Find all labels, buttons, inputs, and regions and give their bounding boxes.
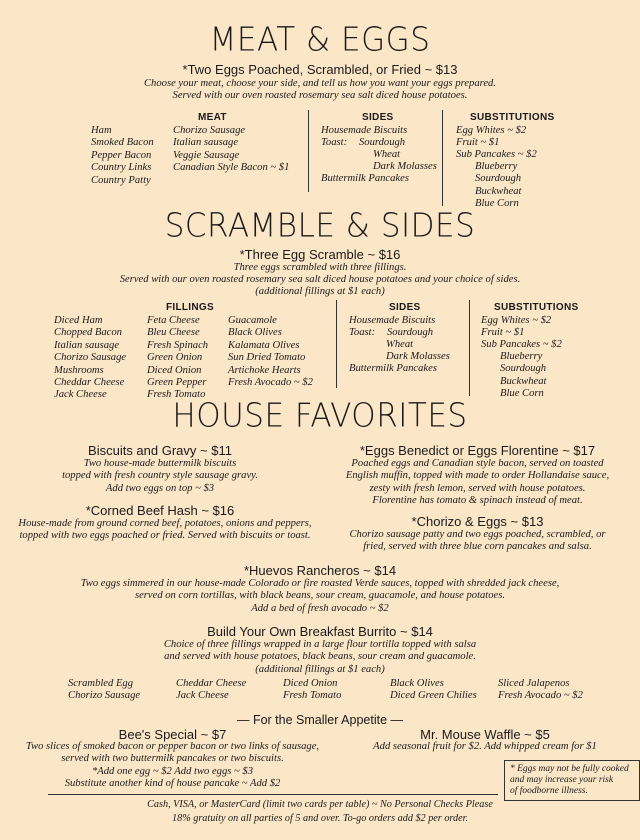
filling-item: Mushrooms [54, 364, 104, 376]
meat-item: Country Patty [91, 174, 151, 186]
filling-item: Sun Dried Tomato [228, 352, 306, 364]
sub-item: Egg Whites ~ $2 [456, 125, 527, 136]
divider [336, 300, 337, 388]
desc-line: zesty with fresh lemon, served with house potatoes. [369, 482, 586, 494]
sub-item: Sourdough [475, 173, 522, 185]
sub-item: Egg Whites ~ $2 [481, 315, 552, 326]
footer-gratuity: 18% gratuity on all parties of 5 and over. To-go orders add $2 per order. [172, 813, 468, 824]
desc-line: Choice of three fillings wrapped in a large flour tortilla topped with salsa [163, 639, 477, 650]
filling-item: Diced Green Chilies [390, 690, 477, 702]
desc-line: Chorizo sausage patty and two eggs poached, scrambled, or [349, 529, 606, 540]
filling-item: Cheddar Cheese [176, 678, 247, 689]
sub-item: Blueberry [475, 161, 518, 172]
biscuits-gravy-desc [0, 458, 320, 495]
divider [442, 110, 443, 206]
biscuits-gravy-name: Biscuits and Gravy ~ $11 [88, 443, 232, 458]
scramble-title: SCRAMBLE & SIDES [164, 207, 476, 245]
desc-line: House-made from ground corned beef, potatoes, onions and peppers, [18, 518, 312, 529]
filling-item: Black Olives [390, 678, 444, 689]
sub-item: Blueberry [500, 351, 543, 362]
filling-item: Bleu Cheese [147, 327, 200, 339]
sub-item: Blue Corn [475, 198, 519, 210]
scramble-desc-1: Three eggs scrambled with three fillings. [233, 262, 407, 273]
meat-header: MEAT [198, 112, 227, 123]
filling-item: Diced Onion [147, 364, 202, 376]
desc-line: served on corn tortillas, with black beans, sour cream, guacamole, and house potatoes. [134, 590, 506, 602]
pancake-options [475, 161, 521, 211]
burrito-fillings-col-2 [176, 678, 246, 703]
side-item: Toast: [349, 327, 376, 338]
filling-item: Green Onion [147, 352, 203, 364]
sub-item: Fruit ~ $1 [481, 327, 525, 338]
huevos-rancheros-name: *Huevos Rancheros ~ $14 [243, 563, 397, 578]
scramble-desc-2: Served with our oven roasted rosemary sea salt diced house potatoes and your choice of sides. [119, 274, 521, 285]
pancake-options [500, 351, 546, 401]
filling-item: Sliced Jalapenos [498, 678, 570, 689]
sub-item: Buckwheat [475, 185, 522, 197]
filling-item: Jack Cheese [54, 389, 107, 401]
desc-line: Two eggs simmered in our house-made Colorado or fire roasted Verde sauces, topped with shredded jack cheese, [80, 578, 560, 589]
warning-line: of foodborne illness. [510, 786, 588, 796]
sub-item: Sub Pancakes ~ $2 [481, 339, 562, 350]
filling-item: Feta Cheese [147, 315, 200, 326]
warning-line: * Eggs may not be fully cooked [510, 764, 629, 774]
desc-line: Add two eggs on top ~ $3 [105, 482, 215, 494]
side-item: Dark Molasses [386, 351, 450, 362]
smaller-appetite-heading: — For the Smaller Appetite — [236, 713, 404, 727]
chorizo-eggs-desc [320, 529, 635, 554]
filling-item: Chorizo Sausage [54, 352, 127, 364]
meat-item: Italian sausage [173, 137, 239, 149]
sides-header: SIDES [362, 112, 394, 123]
side-item: Wheat [373, 149, 401, 160]
desc-line: topped with two eggs poached or fried. Served with biscuits or toast. [19, 530, 311, 542]
side-item: Buttermilk Pancakes [321, 173, 409, 184]
side-item: Toast: [321, 137, 348, 148]
sides-header: SIDES [389, 302, 421, 313]
meat-item: Chorizo Sausage [173, 125, 246, 136]
side-item: Sourdough [387, 327, 434, 338]
filling-item: Jack Cheese [176, 690, 229, 702]
desc-line: Poached eggs and Canadian style bacon, served on toasted [351, 458, 604, 469]
divider [308, 110, 309, 192]
burrito-fillings-col-4 [390, 678, 477, 703]
house-favorites-title: HOUSE FAVORITES [172, 397, 468, 435]
desc-line: Two slices of smoked bacon or pepper bacon or two links of sausage, [25, 741, 320, 752]
meat-col-2 [173, 125, 289, 175]
meat-item: Pepper Bacon [91, 149, 152, 161]
scramble-desc-3: (additional fillings at $1 each) [255, 286, 385, 297]
eggs-benedict-desc [320, 458, 635, 508]
meat-item: Veggie Sausage [173, 149, 240, 161]
scramble-item: *Three Egg Scramble ~ $16 [239, 247, 401, 262]
side-item: Wheat [386, 339, 414, 350]
mouse-waffle-name: Mr. Mouse Waffle ~ $5 [420, 727, 550, 742]
side-item: Sourdough [359, 137, 406, 148]
fillings-col-3 [228, 315, 313, 389]
filling-item: Fresh Tomato [147, 389, 206, 401]
desc-line: Add a bed of fresh avocado ~ $2 [251, 602, 389, 614]
chorizo-eggs-name: *Chorizo & Eggs ~ $13 [411, 514, 544, 529]
meat-eggs-desc-2: Served with our oven roasted rosemary sea salt diced house potatoes. [172, 90, 468, 101]
burrito-fillings-col-1 [68, 678, 140, 703]
divider [469, 300, 470, 396]
foodborne-warning-box [504, 760, 640, 801]
meat-col-1 [91, 125, 154, 187]
desc-line: (additional fillings at $1 each) [255, 663, 385, 675]
side-item: Housemade Biscuits [349, 315, 436, 326]
subs-header: SUBSTITUTIONS [494, 302, 579, 313]
burrito-desc [0, 639, 640, 676]
filling-item: Diced Onion [283, 678, 338, 689]
desc-line: topped with fresh country style sausage gravy. [62, 470, 258, 482]
side-item: Housemade Biscuits [321, 125, 408, 136]
filling-item: Fresh Avocado ~ $2 [498, 690, 583, 702]
footer-payment: Cash, VISA, or MasterCard (limit two cards per table) ~ No Personal Checks Please [147, 799, 493, 810]
bees-special-name: Bee's Special ~ $7 [118, 727, 227, 742]
corned-beef-hash-desc [0, 518, 330, 543]
burrito-name: Build Your Own Breakfast Burrito ~ $14 [207, 624, 433, 639]
sub-item: Blue Corn [500, 388, 544, 400]
eggs-benedict-name: *Eggs Benedict or Eggs Florentine ~ $17 [359, 443, 596, 458]
meat-item: Country Links [91, 162, 152, 174]
desc-line: and served with house potatoes, black beans, sour cream and guacamole. [164, 651, 476, 663]
fillings-col-1 [54, 315, 126, 402]
sub-item: Sub Pancakes ~ $2 [456, 149, 537, 160]
fillings-col-2 [147, 315, 208, 402]
side-item: Buttermilk Pancakes [349, 363, 437, 374]
filling-item: Artichoke Hearts [228, 364, 301, 376]
two-eggs-item: *Two Eggs Poached, Scrambled, or Fried ~ $13 [182, 62, 458, 77]
meat-item: Ham [91, 125, 112, 136]
filling-item: Cheddar Cheese [54, 377, 125, 389]
desc-line: *Add one egg ~ $2 Add two eggs ~ $3 [91, 765, 254, 777]
desc-line: English muffin, topped with made to order Hollandaise sauce, [345, 470, 610, 482]
desc-line: served with two buttermilk pancakes or two biscuits. [61, 753, 284, 765]
burrito-fillings-col-5 [498, 678, 583, 703]
filling-item: Diced Ham [54, 315, 103, 326]
meat-item: Canadian Style Bacon ~ $1 [173, 162, 290, 174]
filling-item: Scrambled Egg [68, 678, 134, 689]
meat-eggs-title: MEAT & EGGS [209, 21, 431, 59]
sub-item: Sourdough [500, 363, 547, 375]
desc-line: Substitute another kind of house pancake ~ Add $2 [64, 778, 281, 790]
warning-line: and may increase your risk [510, 775, 614, 785]
desc-line: Florentine has tomato & spinach instead of meat. [372, 495, 583, 507]
filling-item: Italian sausage [54, 339, 120, 351]
desc-line: Two house-made buttermilk biscuits [83, 458, 237, 469]
filling-item: Fresh Spinach [147, 339, 209, 351]
sub-item: Buckwheat [500, 375, 547, 387]
sub-item: Fruit ~ $1 [456, 137, 500, 148]
desc-line: fried, served with three blue corn pancakes and salsa. [363, 541, 592, 553]
bees-special-desc [0, 741, 345, 791]
subs-header: SUBSTITUTIONS [470, 112, 555, 123]
burrito-fillings-col-3 [283, 678, 341, 703]
filling-item: Black Olives [228, 327, 282, 339]
fillings-header: FILLINGS [166, 302, 214, 313]
filling-item: Fresh Avocado ~ $2 [228, 377, 313, 389]
meat-item: Smoked Bacon [91, 137, 154, 149]
corned-beef-hash-name: *Corned Beef Hash ~ $16 [85, 503, 235, 518]
filling-item: Guacamole [228, 315, 277, 326]
filling-item: Green Pepper [147, 377, 207, 389]
filling-item: Fresh Tomato [283, 690, 342, 702]
side-item: Dark Molasses [373, 161, 437, 172]
footer-divider [48, 794, 498, 795]
filling-item: Chopped Bacon [54, 327, 122, 339]
meat-eggs-desc-1: Choose your meat, choose your side, and tell us how you want your eggs prepared. [143, 78, 496, 89]
filling-item: Chorizo Sausage [68, 690, 141, 702]
mouse-waffle-desc: Add seasonal fruit for $2. Add whipped cream for $1 [373, 741, 597, 752]
huevos-rancheros-desc [0, 578, 640, 615]
filling-item: Kalamata Olives [228, 339, 300, 351]
